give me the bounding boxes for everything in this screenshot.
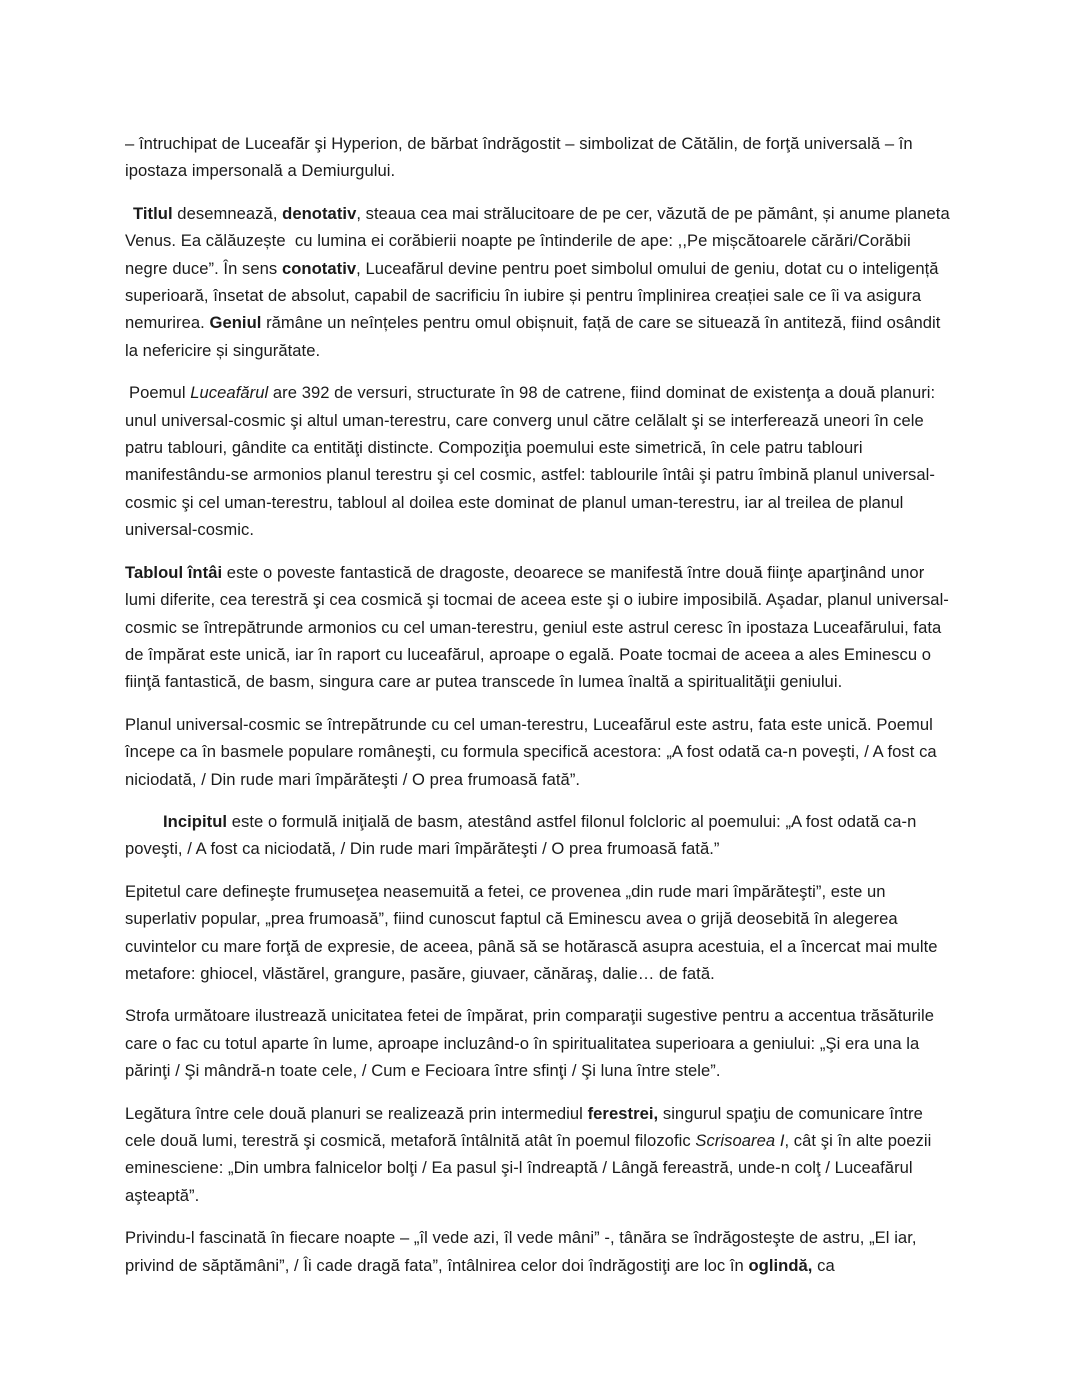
text-run: denotativ bbox=[282, 203, 357, 223]
text-run: Privindu-l fascinată în fiecare noapte – „îl vede azi, îl vede mâni” -, tânăra se îndrăgosteşte de astru, „El iar, privind de săptămâni”, / Îi cade dragă fata”, întâlnirea celor doi îndrăgostiţi are loc în bbox=[125, 1228, 922, 1275]
text-run: Epitetul care defineşte frumuseţea neasemuită a fetei, ce provenea „din rude mari împărăteşti”, este un superlativ popular, „prea frumoasă”, fiind cunoscut faptul că Eminescu avea o grijă deosebită în alegerea cuvintelor cu mare forţă de expresie, de aceea, până să se hotărască asupra acestuia, el a încercat mai multe metafore: ghiocel, vlăstărel, grangure, pasăre, giuvaer, cănăraş, dalie… de fată. bbox=[125, 881, 943, 983]
paragraph bbox=[125, 379, 952, 543]
paragraph bbox=[125, 878, 952, 988]
text-run: rămâne un neînțeles pentru omul obișnuit, față de care se situează în antiteză, fiind osândit la nefericire și singurătate. bbox=[125, 313, 946, 360]
text-run: , steaua cea mai strălucitoare de pe cer, văzută de pe pământ, și anume planeta Venus. Ea călăuzește cu lumina ei corăbierii noapte pe întinderile de ape: ,,Pe mișcătoarele cărări/Corăbii negre duce”. În sens bbox=[125, 203, 955, 278]
paragraph bbox=[125, 130, 952, 185]
text-run: oglindă, bbox=[748, 1255, 813, 1275]
text-run: Scrisoarea I bbox=[695, 1131, 785, 1150]
text-run: Luceafărul bbox=[190, 383, 269, 403]
text-run: este o formulă iniţială de basm, atestând astfel filonul folcloric al poemului: „A fost odată ca-n poveşti, / A fost ca niciodată, / Din rude mari împărăteşti / O prea frumoasă fată.” bbox=[125, 811, 922, 859]
paragraph bbox=[125, 1002, 952, 1084]
paragraph bbox=[125, 711, 952, 793]
text-run: , cât şi în alte poezii eminesciene: „Din umbra falnicelor bolţi / Ea pasul şi-l îndreaptă / Lângă fereastră, unde-n colţ / Luceafărul aşteaptă”. bbox=[125, 1131, 937, 1205]
paragraph bbox=[125, 559, 952, 696]
text-run: Geniul bbox=[209, 313, 262, 333]
text-run: – întruchipat de Luceafăr şi Hyperion, de bărbat îndrăgostit – simbolizat de Cătălin, de forţă universală – în ipostaza impersonală a Demiurgului. bbox=[125, 134, 918, 181]
text-run: Planul universal-cosmic se întrepătrunde cu cel uman-terestru, Luceafărul este astru, fata este unică. Poemul începe ca în basmele populare româneşti, cu formula specifică acestora: „A fost odată ca-n poveşti, / A fost ca niciodată, / Din rude mari împărăteşti / O prea frumoasă fată”. bbox=[125, 714, 942, 789]
text-run: Poemul bbox=[129, 383, 191, 403]
text-run: desemnează, bbox=[172, 203, 283, 223]
text-run: singurul spaţiu de comunicare între cele două lumi, terestră şi cosmică, metaforă întâlnită atât în poemul filozofic bbox=[125, 1103, 928, 1150]
text-run: , Luceafărul devine pentru poet simbolul omului de geniu, dotat cu o inteligență superioară, însetat de absolut, capabil de sacrificiu în iubire și pentru împlinirea creației sale ce îi va asigura nemurirea. bbox=[125, 258, 944, 333]
paragraph bbox=[125, 1224, 952, 1279]
text-run: ferestrei, bbox=[587, 1103, 659, 1123]
text-run: este o poveste fantastică de dragoste, deoarece se manifestă între două fiinţe aparţinând unor lumi diferite, cea terestră şi cea cosmică şi tocmai de aceea este şi o iubire imposibilă. Aşadar, planul universal-cosmic se întrepătrunde armonios cu cel uman-terestru, geniul este astrul ceresc în ipostaza Luceafărului, fata de împărat este unică, iar în raport cu luceafărul, aproape o egală. Poate tocmai de aceea a ales Eminescu o fiinţă fantastică, de basm, singura care ar putea transcede în lumea înaltă a spiritualităţii geniului. bbox=[125, 562, 949, 692]
text-run: Strofa următoare ilustrează unicitatea fetei de împărat, prin comparaţii sugestive pentru a accentua trăsăturile care o fac cu totul aparte în lume, aproape incluzând-o în spiritualitatea superioara a geniului: „Şi era una la părinţi / Şi mândră-n toate cele, / Cum e Fecioara între sfinţi / Şi luna între stele”. bbox=[125, 1006, 939, 1081]
text-run: are 392 de versuri, structurate în 98 de catrene, fiind dominat de existenţa a două planuri: unul universal-cosmic şi altul uman-terestru, care converg unul către celălalt şi se interferează uneori în cele patru tablouri, gândite ca entităţi distincte. Compoziţia poemului este simetrică, în cele patru tablouri manifestându-se armonios planul terestru şi cel cosmic, astfel: tablourile întâi şi patru îmbină planul universal-cosmic şi cel uman-terestru, tabloul al doilea este dominat de planul uman-terestru, iar al treilea de planul universal-cosmic. bbox=[125, 383, 940, 540]
text-run: conotativ bbox=[281, 258, 357, 278]
paragraph bbox=[125, 200, 955, 364]
text-run: Titlul bbox=[133, 203, 173, 223]
text-run: ca bbox=[812, 1255, 835, 1275]
text-run: Legătura între cele două planuri se realizează prin intermediul bbox=[125, 1103, 588, 1123]
document-body bbox=[125, 130, 955, 1279]
paragraph bbox=[125, 808, 952, 863]
paragraph bbox=[125, 1100, 952, 1210]
text-run: Tabloul întâi bbox=[125, 562, 223, 582]
text-run: Incipitul bbox=[163, 811, 228, 831]
